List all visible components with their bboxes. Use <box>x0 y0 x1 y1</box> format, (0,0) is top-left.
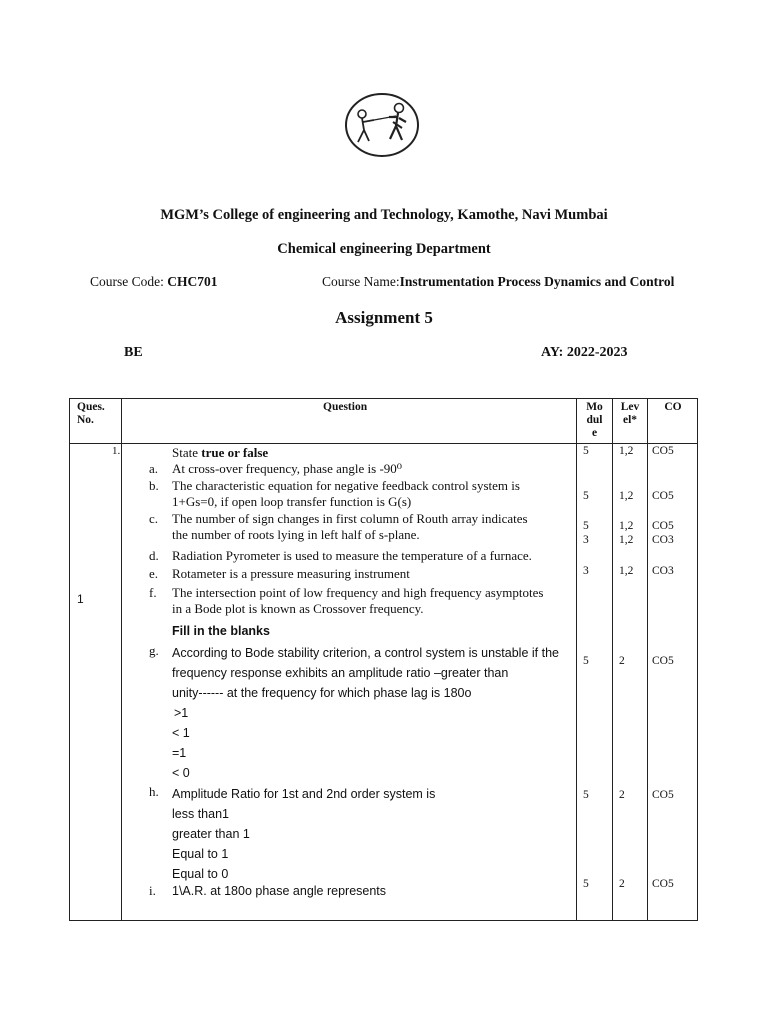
row-number: 1 <box>77 592 84 606</box>
department-title: Chemical engineering Department <box>277 241 491 257</box>
table-divider <box>121 398 122 921</box>
header-level: Lev el* <box>620 401 640 426</box>
section-fill-blanks: Fill in the blanks <box>172 624 270 638</box>
year-label: BE <box>124 345 143 360</box>
question-text: 1\A.R. at 180o phase angle represents <box>172 884 387 898</box>
level-value: 1,2 <box>619 445 634 457</box>
module-value: 3 <box>583 565 589 577</box>
level-value: 1,2 <box>619 565 634 577</box>
course-name <box>322 274 674 290</box>
level-value: 2 <box>619 655 625 667</box>
header-question: Question <box>323 401 368 413</box>
co-value: CO5 <box>652 878 674 890</box>
row-number-top: 1. <box>112 445 121 457</box>
course-code <box>90 274 218 290</box>
question-text: Rotameter is a pressure measuring instrument <box>172 566 410 581</box>
question-text: Amplitude Ratio for 1st and 2nd order system is less than1 greater than 1 Equal to 1 Equal to 0 <box>172 787 436 881</box>
item-letter: f. <box>149 585 157 600</box>
level-value: 1,2 <box>619 520 634 532</box>
course-code-value: CHC701 <box>167 274 218 289</box>
header-co: CO <box>664 401 682 413</box>
question-text: The characteristic equation for negative feedback control system is 1+Gs=0, if open loop transfer function is G(s) <box>172 478 520 509</box>
co-value: CO5 <box>652 655 674 667</box>
module-value: 5 <box>583 655 589 667</box>
item-letter: h. <box>149 784 159 799</box>
question-text: According to Bode stability criterion, a control system is unstable if the frequency response exhibits an amplitude ratio –greater than unity------ at the frequency for which phase lag is 180o >1 < 1 =1 < 0 <box>172 646 559 780</box>
question-text: The number of sign changes in first column of Routh array indicates the number of roots lying in left half of s-plane. <box>172 511 528 542</box>
co-value: CO5 <box>652 445 674 457</box>
college-title: MGM’s College of engineering and Technology, Kamothe, Navi Mumbai <box>160 207 608 223</box>
academic-year: AY: 2022-2023 <box>541 345 628 360</box>
header-ques: Ques. No. <box>77 401 105 426</box>
item-letter: d. <box>149 548 159 563</box>
item-letter: c. <box>149 511 159 526</box>
item-letter: a. <box>149 461 159 476</box>
co-value: CO5 <box>652 789 674 801</box>
module-value: 5 <box>583 520 589 532</box>
course-name-label: Course Name: <box>322 274 400 289</box>
module-value: 5 <box>583 445 589 457</box>
co-value: CO3 <box>652 565 674 577</box>
course-name-value: Instrumentation Process Dynamics and Control <box>399 274 675 289</box>
level-value: 2 <box>619 789 625 801</box>
question-text: The intersection point of low frequency and high frequency asymptotes in a Bode plot is known as Crossover frequency. <box>172 585 544 616</box>
section-true-false: State true or false <box>172 445 269 460</box>
item-letter: i. <box>149 883 156 898</box>
module-value: 5 <box>583 878 589 890</box>
co-value: CO3 <box>652 534 674 546</box>
course-code-label: Course Code: <box>90 274 168 289</box>
level-value: 2 <box>619 878 625 890</box>
module-value: 3 <box>583 534 589 546</box>
header-module: Mo dul e <box>586 401 603 439</box>
level-value: 1,2 <box>619 534 634 546</box>
module-value: 5 <box>583 490 589 502</box>
module-value: 5 <box>583 789 589 801</box>
item-letter: g. <box>149 643 159 658</box>
table-divider <box>647 398 648 921</box>
table-divider <box>612 398 613 921</box>
assignment-title: Assignment 5 <box>335 308 433 327</box>
co-value: CO5 <box>652 520 674 532</box>
question-text: At cross-over frequency, phase angle is -90⁰ <box>172 461 402 476</box>
level-value: 1,2 <box>619 490 634 502</box>
table-header-divider <box>69 443 698 444</box>
item-letter: b. <box>149 478 159 493</box>
question-text: Radiation Pyrometer is used to measure the temperature of a furnace. <box>172 548 532 563</box>
co-value: CO5 <box>652 490 674 502</box>
item-letter: e. <box>149 566 159 581</box>
college-logo <box>344 92 420 158</box>
